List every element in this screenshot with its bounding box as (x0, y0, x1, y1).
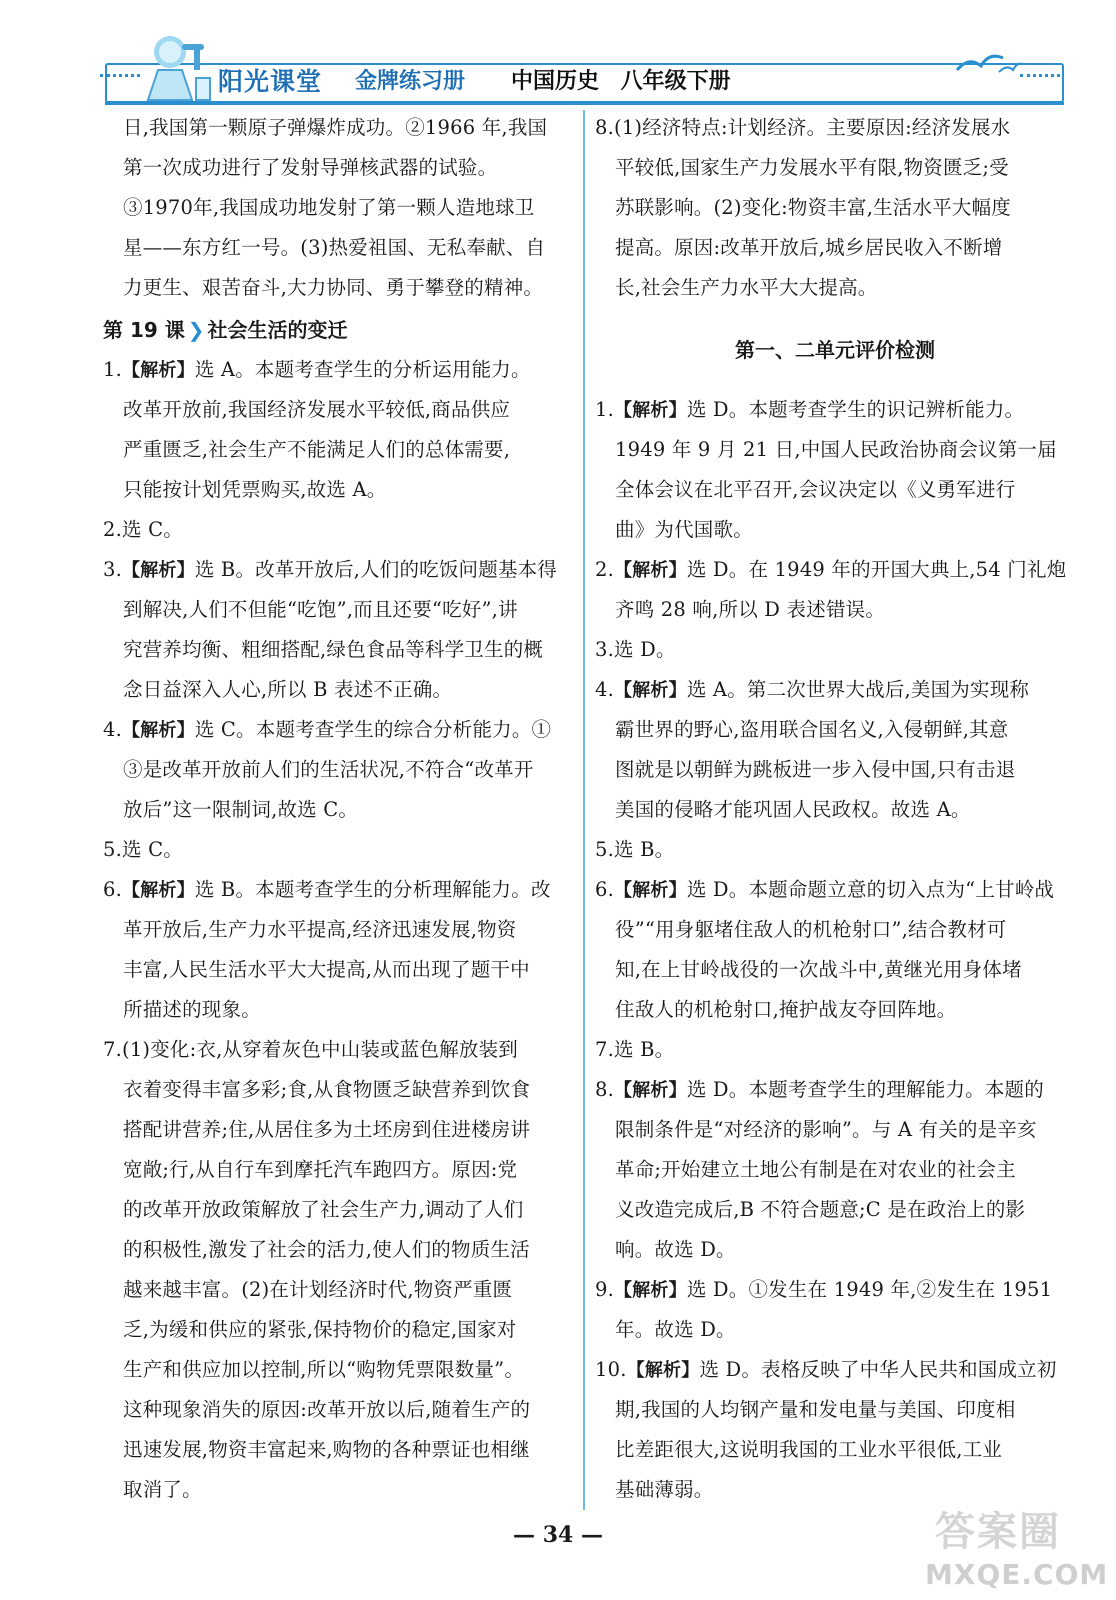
column-divider (583, 110, 585, 1510)
lesson-name: 社会生活的变迁 (207, 318, 348, 342)
answer-text: 选 D。本题考查学生的理解能力。本题的 (686, 1078, 1044, 1101)
answer-number: 3. (103, 558, 123, 581)
answer-continuation-line: 革开放后,生产力水平提高,经济迅速发展,物资 (123, 918, 517, 941)
header-dots-right (1020, 74, 1060, 81)
answer-text: 选 D。本题命题立意的切入点为“上甘岭战 (686, 878, 1055, 901)
answer-number: 1. (103, 358, 123, 381)
answer-continuation-line: 全体会议在北平召开,会议决定以《义勇军进行 (615, 478, 1016, 501)
analysis-tag: 【解析】 (614, 1080, 687, 1101)
watermark-logo (925, 1500, 1109, 1595)
answer-continuation-line: 宽敞;行,从自行车到摩托汽车跑四方。原因:党 (123, 1158, 518, 1181)
answer-continuation-line: 的改革开放政策解放了社会生产力,调动了人们 (123, 1198, 524, 1221)
watermark-top: 答案圈 (935, 1509, 1061, 1555)
answer-continuation-line: 放后”这一限制词,故选 C。 (123, 798, 359, 821)
text-line: 力更生、艰苦奋斗,大力协同、勇于攀登的精神。 (123, 276, 544, 299)
answer-first-line (595, 670, 1029, 710)
answer-text: 选 B。 (614, 838, 675, 861)
answer-number: 5. (595, 838, 615, 861)
answer-text: 选 B。 (614, 1038, 675, 1061)
header-dots-left (100, 74, 140, 81)
answer-number: 3. (595, 638, 615, 661)
answer-number: 6. (103, 878, 123, 901)
answer-text: 选 B。改革开放后,人们的吃饭问题基本得 (194, 558, 558, 581)
answer-number: 6. (595, 878, 615, 901)
answer-continuation-line: 究营养均衡、粗细搭配,绿色食品等科学卫生的概 (123, 638, 544, 661)
lesson-title (103, 310, 348, 350)
answer-number: 1. (595, 398, 615, 421)
answer-number: 10. (595, 1358, 627, 1381)
answer-continuation-line: 的积极性,激发了社会的活力,使人们的物质生活 (123, 1238, 530, 1261)
analysis-tag: 【解析】 (122, 560, 195, 581)
answer-continuation-line: 义改造完成后,B 不符合题意;C 是在政治上的影 (615, 1198, 1026, 1221)
answer-text: 选 D。①发生在 1949 年,②发生在 1951 (686, 1278, 1053, 1301)
answer-number: 7. (103, 1038, 123, 1061)
answer-continuation-line: 所描述的现象。 (123, 998, 261, 1021)
answer-continuation-line: 越来越丰富。(2)在计划经济时代,物资严重匮 (123, 1278, 513, 1301)
answer-continuation-line: 只能按计划凭票购买,故选 A。 (123, 478, 387, 501)
answer-continuation-line: 到解决,人们不但能“吃饱”,而且还要“吃好”,讲 (123, 598, 518, 621)
answer-first-line (595, 830, 674, 870)
answer-first-line (595, 1030, 674, 1070)
answer-continuation-line: 严重匮乏,社会生产不能满足人们的总体需要, (123, 438, 511, 461)
page-number: — 34 — (513, 1522, 603, 1548)
analysis-tag: 【解析】 (122, 720, 195, 741)
lesson-number: 第 19 课 (103, 318, 185, 342)
answer-continuation-line: 念日益深入人心,所以 B 表述不正确。 (123, 678, 453, 701)
answer-continuation-line: 图就是以朝鲜为跳板进一步入侵中国,只有击退 (615, 758, 1016, 781)
answer-text: 选 D。表格反映了中华人民共和国成立初 (699, 1358, 1057, 1381)
answer-number: 7. (595, 1038, 615, 1061)
chevron-right-icon: ❯ (187, 318, 205, 342)
analysis-tag: 【解析】 (614, 400, 687, 421)
text-line: ③1970年,我国成功地发射了第一颗人造地球卫 (123, 196, 535, 219)
subject-title: 中国历史 八年级下册 (511, 69, 731, 94)
text-line: 星——东方红一号。(3)热爱祖国、无私奉献、自 (123, 236, 546, 259)
answer-text: 选 A。本题考查学生的分析运用能力。 (194, 358, 531, 381)
answer-continuation-line: 取消了。 (123, 1478, 202, 1501)
answer-first-line (595, 550, 1066, 590)
answer-number: 4. (595, 678, 615, 701)
answer-continuation-line: 基础薄弱。 (615, 1478, 714, 1501)
answer-continuation-line: 霸世界的野心,盗用联合国名义,入侵朝鲜,其意 (615, 718, 1009, 741)
analysis-tag: 【解析】 (614, 880, 687, 901)
answer-continuation-line: 知,在上甘岭战役的一次战斗中,黄继光用身体堵 (615, 958, 1022, 981)
section-title: 第一、二单元评价检测 (735, 338, 935, 362)
answer-number: 2. (595, 558, 615, 581)
answer-continuation-line: 生产和供应加以控制,所以“购物凭票限数量”。 (123, 1358, 525, 1381)
answer-continuation-line: 住敌人的机枪射口,掩护战友夺回阵地。 (615, 998, 957, 1021)
answer-continuation-line: 年。故选 D。 (615, 1318, 736, 1341)
answer-text: 选 C。 (122, 518, 183, 541)
answer-first-line (595, 1350, 1057, 1390)
text-line: 日,我国第一颗原子弹爆炸成功。②1966 年,我国 (123, 116, 548, 139)
answer-continuation-line: 衣着变得丰富多彩;食,从食物匮乏缺营养到饮食 (123, 1078, 531, 1101)
answer-continuation-line: 长,社会生产力水平大大提高。 (615, 276, 878, 299)
answer-continuation-line: 改革开放前,我国经济发展水平较低,商品供应 (123, 398, 511, 421)
answer-first-line (103, 870, 551, 910)
answer-continuation-line: 期,我国的人均钢产量和发电量与美国、印度相 (615, 1398, 1016, 1421)
answer-first-line (103, 350, 531, 390)
answer-continuation-line: ③是改革开放前人们的生活状况,不符合“改革开 (123, 758, 534, 781)
answer-text: (1)变化:衣,从穿着灰色中山装或蓝色解放装到 (122, 1038, 519, 1061)
analysis-tag: 【解析】 (614, 1280, 687, 1301)
brand-title: 阳光课堂 (218, 67, 323, 96)
answer-continuation-line: 搭配讲营养;住,从居住多为土坯房到住进楼房讲 (123, 1118, 531, 1141)
answer-continuation-line: 曲》为代国歌。 (615, 518, 753, 541)
analysis-tag: 【解析】 (122, 880, 195, 901)
analysis-tag: 【解析】 (626, 1360, 700, 1381)
analysis-tag: 【解析】 (614, 680, 687, 701)
answer-continuation-line: 这种现象消失的原因:改革开放以后,随着生产的 (123, 1398, 531, 1421)
answer-first-line (103, 510, 183, 550)
answer-text: 选 B。本题考查学生的分析理解能力。改 (194, 878, 551, 901)
answer-number: 2. (103, 518, 123, 541)
answer-first-line (595, 390, 1024, 430)
answer-first-line (595, 630, 676, 670)
answer-first-line (595, 870, 1054, 910)
answer-text: (1)经济特点:计划经济。主要原因:经济发展水 (614, 116, 1011, 139)
answer-continuation-line: 美国的侵略才能巩固人民政权。故选 A。 (615, 798, 971, 821)
answer-text: 选 C。本题考查学生的综合分析能力。① (194, 718, 552, 741)
text-line: 第一次成功进行了发射导弹核武器的试验。 (123, 156, 498, 179)
analysis-tag: 【解析】 (122, 360, 195, 381)
answer-first-line (595, 1270, 1052, 1310)
analysis-tag: 【解析】 (614, 560, 687, 581)
answer-text: 选 D。在 1949 年的开国大典上,54 门礼炮 (686, 558, 1067, 581)
header-stripe (105, 102, 1064, 105)
watermark-bottom: MXQE.COM (925, 1558, 1109, 1591)
answer-number: 8. (595, 1078, 615, 1101)
answer-continuation-line: 响。故选 D。 (615, 1238, 736, 1261)
answer-number: 9. (595, 1278, 615, 1301)
answer-text: 选 D。本题考查学生的识记辨析能力。 (686, 398, 1025, 421)
answer-continuation-line: 比差距很大,这说明我国的工业水平很低,工业 (615, 1438, 1003, 1461)
answer-number: 5. (103, 838, 123, 861)
answer-continuation-line: 迅速发展,物资丰富起来,购物的各种票证也相继 (123, 1438, 530, 1461)
answer-first-line (595, 1070, 1044, 1110)
answer-number: 8. (595, 116, 615, 139)
answer-number: 4. (103, 718, 123, 741)
answer-first-line (103, 1030, 518, 1070)
answer-continuation-line: 革命;开始建立土地公有制是在对农业的社会主 (615, 1158, 1016, 1181)
answer-continuation-line: 提高。原因:改革开放后,城乡居民收入不断增 (615, 236, 1003, 259)
answer-continuation-line: 平较低,国家生产力发展水平有限,物资匮乏;受 (615, 156, 1009, 179)
answer-continuation-line: 限制条件是“对经济的影响”。与 A 有关的是辛亥 (615, 1118, 1037, 1141)
sun-and-flask-logo-icon (140, 30, 220, 105)
answer-first-line (103, 550, 557, 590)
answer-continuation-line: 役”“用身躯堵住敌人的机枪射口”,结合教材可 (615, 918, 1007, 941)
answer-continuation-line: 丰富,人民生活水平大大提高,从而出现了题干中 (123, 958, 530, 981)
answer-text: 选 D。 (614, 638, 676, 661)
answer-continuation-line: 苏联影响。(2)变化:物资丰富,生活水平大幅度 (615, 196, 1011, 219)
answer-continuation-line: 1949 年 9 月 21 日,中国人民政治协商会议第一届 (615, 438, 1057, 461)
answer-first-line (103, 830, 183, 870)
answer-continuation-line: 乏,为缓和供应的紧张,保持物价的稳定,国家对 (123, 1318, 517, 1341)
answer-first-line (103, 710, 551, 750)
series-title: 金牌练习册 (355, 69, 466, 94)
page-header (0, 0, 1116, 110)
answer-first-line (595, 108, 1010, 148)
answer-continuation-line: 齐鸣 28 响,所以 D 表述错误。 (615, 598, 886, 621)
answer-text: 选 C。 (122, 838, 183, 861)
seagulls-icon (955, 48, 1025, 78)
answer-text: 选 A。第二次世界大战后,美国为实现称 (686, 678, 1030, 701)
